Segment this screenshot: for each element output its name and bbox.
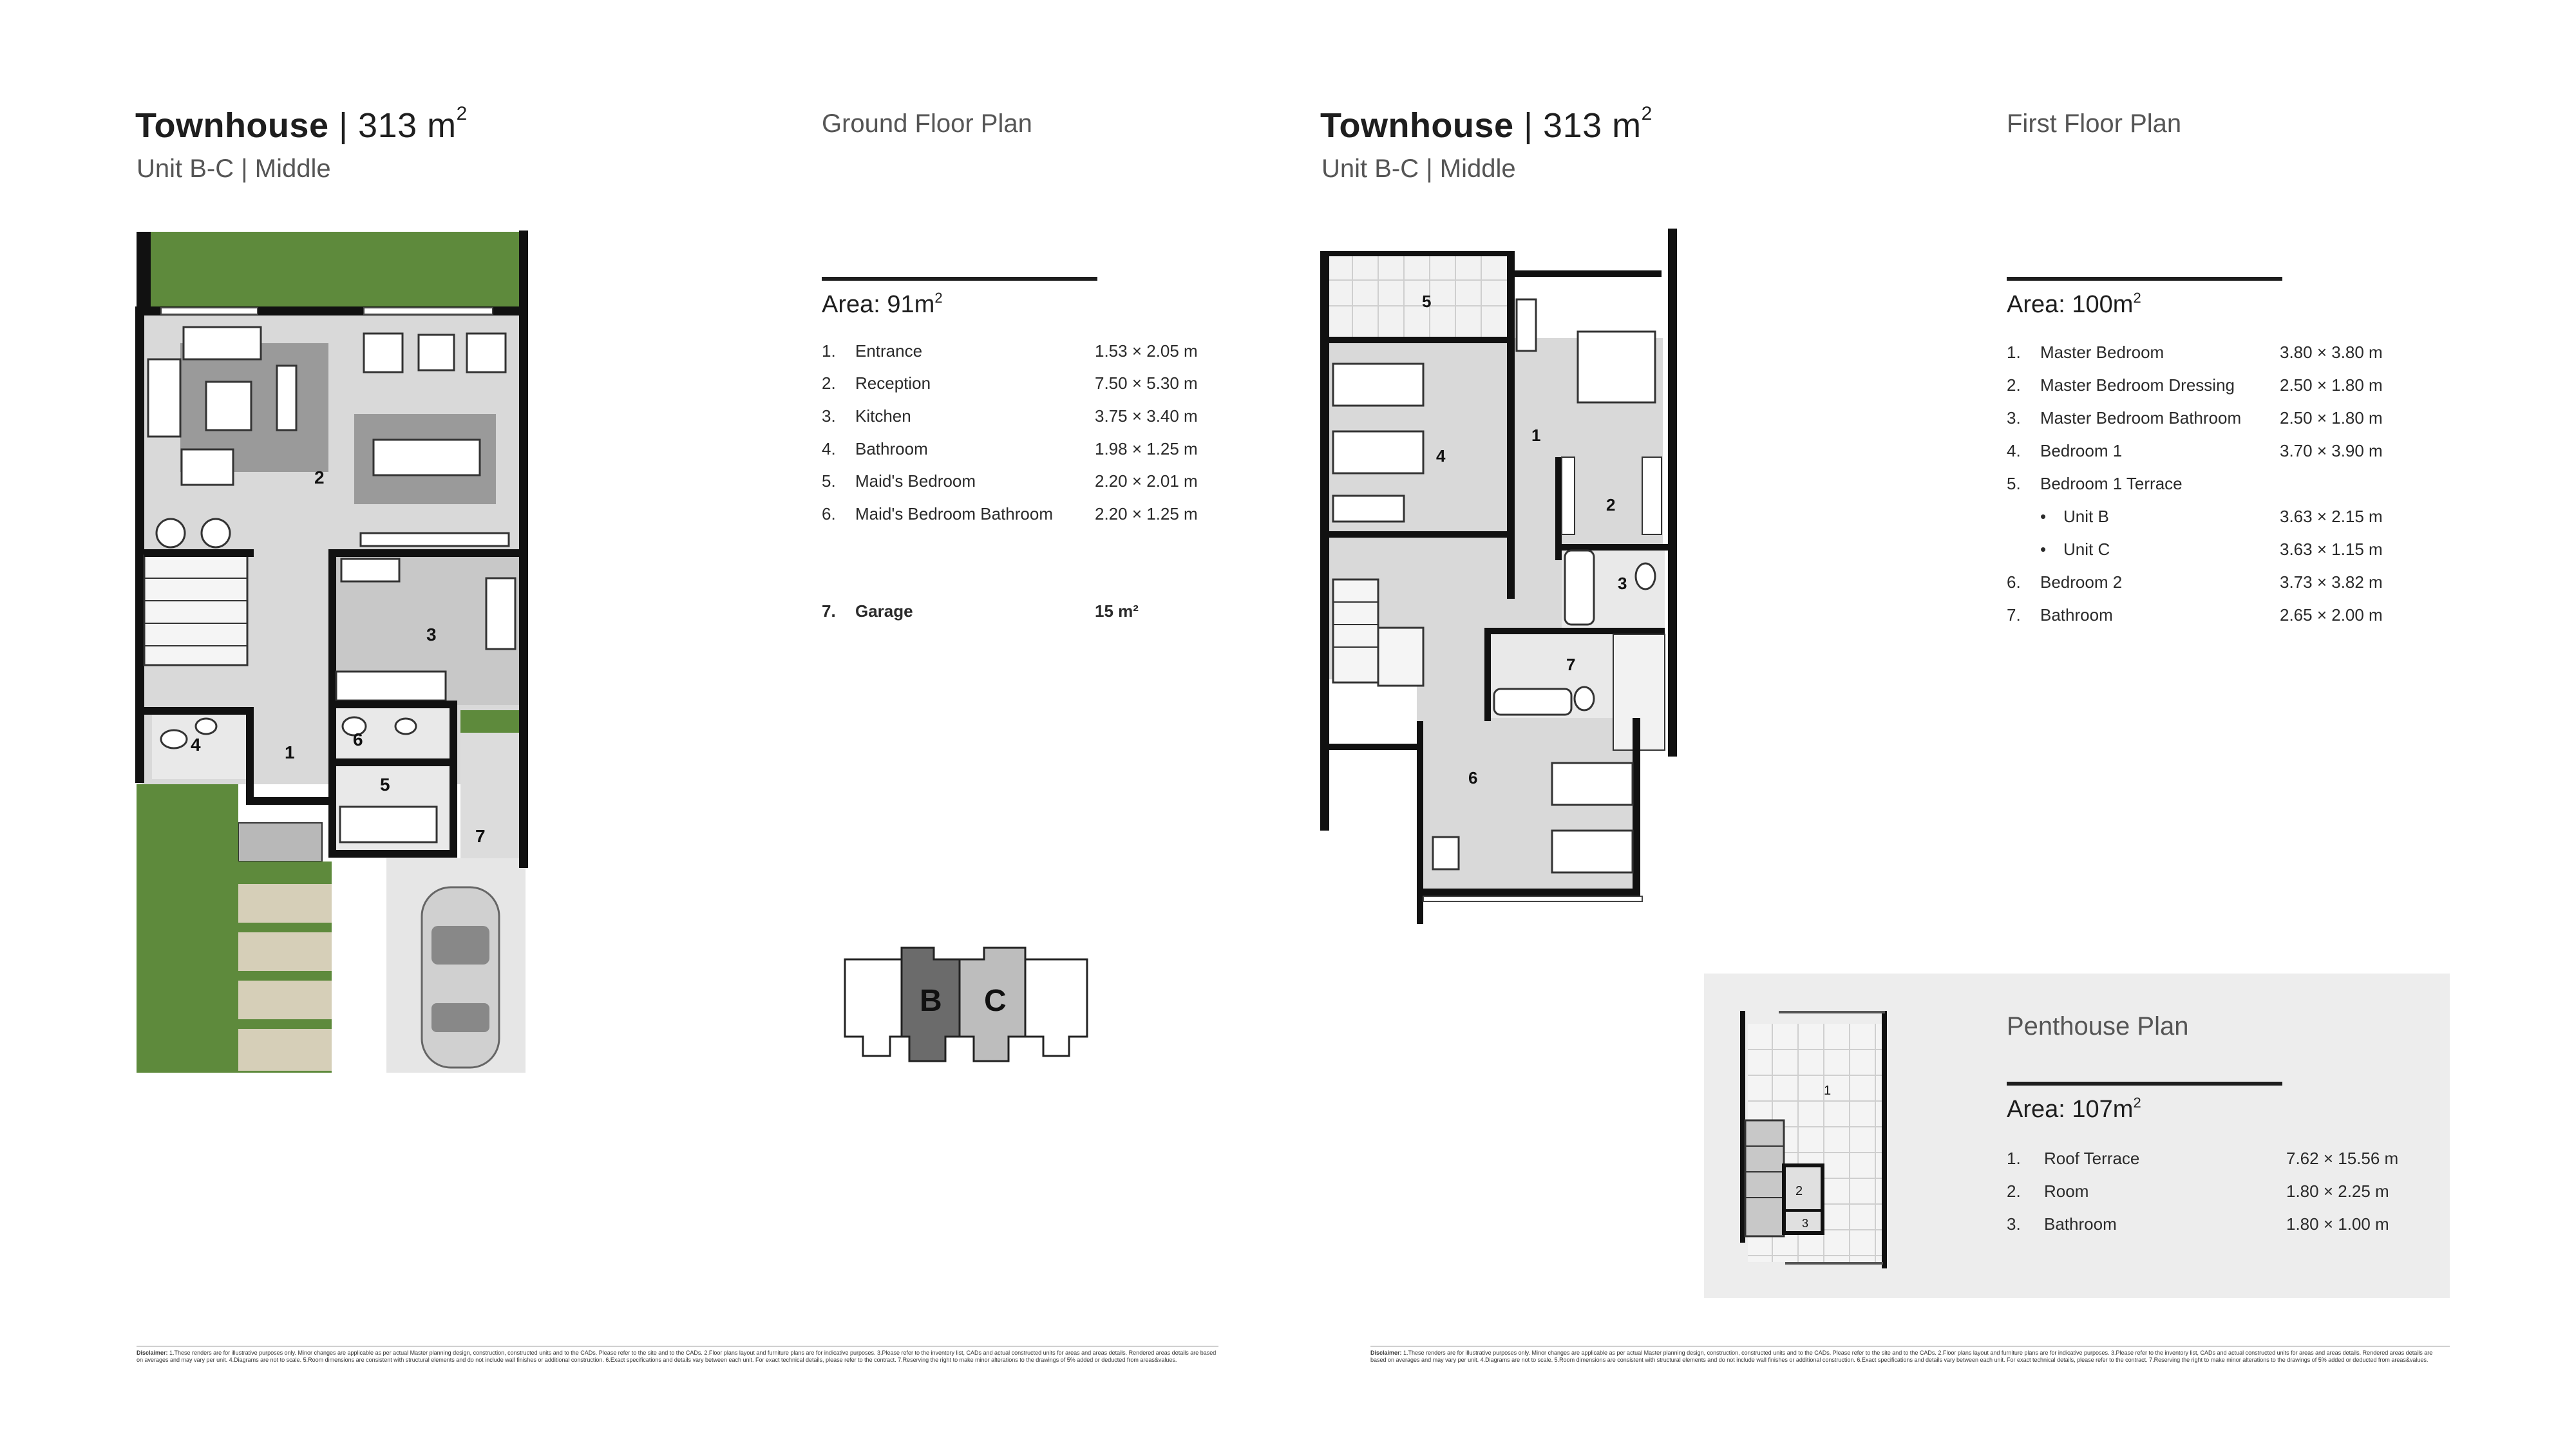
wall	[1328, 337, 1508, 343]
wardrobe	[1333, 496, 1404, 522]
room-number: 7.	[822, 601, 836, 621]
right-page-subtitle: Unit B-C | Middle	[1321, 155, 1516, 183]
stairs	[1378, 628, 1423, 686]
room-name: Kitchen	[855, 406, 911, 426]
room-dimensions: 1.98 × 1.25 m	[1095, 439, 1198, 458]
back-garden	[137, 232, 526, 314]
title-separator: |	[339, 106, 348, 145]
room-dimensions: 1.80 × 2.25 m	[2286, 1182, 2389, 1201]
room-number: 5.	[822, 471, 836, 491]
room-dimensions: 2.20 × 1.25 m	[1095, 504, 1198, 523]
list-item	[2007, 1149, 2432, 1172]
first-area-value: Area: 100m	[2007, 291, 2134, 318]
parapet	[1785, 1262, 1883, 1265]
bathtub	[1565, 551, 1594, 625]
plan-number: 5	[380, 775, 390, 795]
parapet	[1779, 1011, 1885, 1013]
title-text: Townhouse	[1320, 106, 1514, 145]
terrace-floor	[1328, 254, 1515, 338]
wall	[135, 306, 144, 783]
plan-number: 2	[1606, 495, 1616, 514]
stairs	[144, 556, 247, 665]
first-room-table	[2007, 343, 2419, 632]
room-number: 4.	[822, 439, 836, 458]
bed	[1552, 831, 1633, 872]
paver	[238, 884, 332, 923]
wall	[1484, 628, 1491, 721]
chair	[467, 334, 506, 372]
wall	[328, 701, 457, 708]
list-item	[822, 373, 1221, 397]
title-separator: |	[1524, 106, 1533, 145]
toilet	[161, 730, 187, 748]
plan-number: 7	[475, 826, 486, 846]
room-number: 6.	[822, 504, 836, 523]
wall	[519, 231, 528, 552]
bullet-icon: •	[2040, 507, 2047, 526]
room-name: Entrance	[855, 341, 923, 361]
wall	[246, 707, 254, 804]
list-item-garage	[822, 601, 1221, 625]
list-item	[2007, 572, 2419, 596]
wall	[1513, 270, 1662, 277]
car-rear-window	[431, 1003, 489, 1032]
room-name: Bathroom	[855, 439, 928, 458]
plan-number: 5	[1422, 292, 1432, 311]
first-floor-plan-drawing	[1320, 229, 1694, 924]
first-area-sup: 2	[2133, 290, 2141, 306]
unit-b-label: B	[920, 984, 942, 1018]
list-item	[2007, 375, 2419, 399]
penthouse-area-sup: 2	[2133, 1095, 2141, 1111]
sink	[196, 719, 216, 734]
penthouse-plan-svg	[1740, 998, 1895, 1281]
armchair	[182, 449, 233, 485]
room-name: Master Bedroom	[2040, 343, 2164, 362]
bathtub	[1494, 689, 1571, 715]
room-name: Room	[2044, 1182, 2089, 1201]
first-area-label	[2007, 291, 2141, 319]
wall	[1417, 721, 1423, 898]
room-name: Master Bedroom Dressing	[2040, 375, 2235, 395]
room-dimensions: 1.80 × 1.00 m	[2286, 1214, 2389, 1234]
chair	[364, 334, 402, 372]
room-dimensions: 2.65 × 2.00 m	[2280, 605, 2383, 625]
room-number: 2.	[2007, 1182, 2021, 1201]
wall	[1882, 1011, 1887, 1268]
disclaimer-text: 1.These renders are for illustrative purposes only. Minor changes are applicable as per actual Master planning design, construction, constructed units and to the CADs. Please refer to the site and to the CADs. 2.Floor plans layout and furniture plans are for indicative purposes. 3.Please refer to the inventory list, CADs and actual constructed units for areas and areas details. Rendered areas details are based on averages and may vary per unit. 4.Diagrams are not to scale. 5.Room dimensions are consistent with structural elements and do not include wall finishes or additional construction. 6.Exact specifications and details vary between each unit. For exact technical details, please refer to the contract. 7.Reserving the right to make minor alterations to the drawings of 5% added or deducted from areas&values.	[137, 1350, 1217, 1363]
disclaimer-text: 1.These renders are for illustrative purposes only. Minor changes are applicable as per actual Master planning design, construction, constructed units and to the CADs. Please refer to the site and to the CADs. 2.Floor plans layout and furniture plans are for indicative purposes. 3.Please refer to the inventory list, CADs and actual constructed units for areas and areas details. Rendered areas details are based on averages and may vary per unit. 4.Diagrams are not to scale. 5.Room dimensions are consistent with structural elements and do not include wall finishes or additional construction. 6.Exact specifications and details vary between each unit. For exact technical details, please refer to the contract. 7.Reserving the right to make minor alterations to the drawings of 5% added or deducted from areas&values.	[1370, 1350, 2433, 1363]
wall	[1320, 251, 1513, 256]
list-item-sub	[2007, 507, 2419, 530]
list-item	[2007, 1214, 2432, 1238]
left-page-title	[135, 103, 468, 146]
planter	[460, 710, 526, 733]
unit-key-plan-svg	[844, 946, 1088, 1075]
bed	[1578, 332, 1655, 402]
wall	[328, 549, 526, 557]
car	[422, 887, 499, 1068]
wall	[1320, 251, 1329, 831]
title-sup: 2	[456, 103, 468, 124]
room-name: Bedroom 1 Terrace	[2040, 474, 2183, 493]
plan-number: 1	[285, 742, 295, 762]
room-number: 2.	[2007, 375, 2021, 395]
room-name: Garage	[855, 601, 913, 621]
toilet	[1636, 563, 1655, 589]
wall	[137, 232, 151, 314]
wall	[144, 549, 254, 557]
wardrobe	[1562, 457, 1575, 534]
wall	[328, 549, 336, 710]
wall	[1784, 1209, 1823, 1212]
adjacent-unit	[1025, 959, 1087, 1056]
bed	[1333, 364, 1423, 406]
title-area: 313 m	[1543, 106, 1642, 145]
penthouse-area-rule	[2007, 1082, 2282, 1086]
stove-counter	[336, 672, 446, 701]
room-name: Reception	[855, 373, 931, 393]
bed	[340, 807, 437, 842]
paver	[238, 932, 332, 971]
plan-number: 6	[1468, 768, 1478, 787]
wall	[328, 701, 336, 855]
room-name: Unit B	[2063, 507, 2109, 526]
bed	[1333, 431, 1423, 473]
ground-room-table	[822, 341, 1221, 637]
plan-number: 1	[1824, 1084, 1832, 1098]
window	[1423, 896, 1642, 901]
plan-number: 3	[1618, 574, 1627, 593]
garage-paving	[460, 717, 526, 858]
first-area-rule	[2007, 277, 2282, 281]
room-name: Bedroom 1	[2040, 441, 2123, 460]
paver	[238, 1029, 332, 1071]
room-dimensions: 3.75 × 3.40 m	[1095, 406, 1198, 426]
plan-number: 3	[426, 625, 437, 645]
list-item	[2007, 474, 2419, 497]
room-dimensions: 1.53 × 2.05 m	[1095, 341, 1198, 361]
room-name: Master Bedroom Bathroom	[2040, 408, 2242, 428]
coffee-table	[206, 382, 251, 430]
window	[364, 308, 493, 314]
bullet-icon: •	[2040, 540, 2047, 559]
unit-key-plan	[844, 946, 1088, 1075]
plan-number: 2	[1795, 1184, 1803, 1198]
ground-floor-plan-label: Ground Floor Plan	[822, 109, 1032, 138]
room-number: 1.	[2007, 1149, 2021, 1168]
room-name: Maid's Bedroom Bathroom	[855, 504, 1053, 523]
penthouse-plan-label: Penthouse Plan	[2007, 1012, 2189, 1040]
wall	[246, 797, 336, 805]
chair	[202, 519, 230, 547]
list-item	[822, 504, 1221, 527]
front-garden	[137, 784, 238, 1073]
counter	[341, 559, 399, 581]
left-page-subtitle: Unit B-C | Middle	[137, 155, 331, 183]
room-number: 4.	[2007, 441, 2021, 460]
fridge	[486, 578, 515, 649]
disclaimer-title: Disclaimer:	[1370, 1350, 1402, 1356]
ground-floor-plan-svg	[135, 231, 528, 1074]
ground-area-label	[822, 291, 943, 319]
wall	[1633, 718, 1640, 898]
plan-number: 1	[1531, 426, 1541, 445]
penthouse-room-table	[2007, 1149, 2432, 1245]
list-item	[822, 439, 1221, 462]
desk	[1433, 837, 1459, 869]
room-number: 7.	[2007, 605, 2021, 625]
sofa	[148, 359, 180, 437]
list-item	[2007, 1182, 2432, 1205]
paver	[238, 981, 332, 1019]
disclaimer-title: Disclaimer:	[137, 1350, 168, 1356]
room-dimensions: 2.50 × 1.80 m	[2280, 408, 2383, 428]
room-number: 1.	[2007, 343, 2021, 362]
first-floor-plan-label: First Floor Plan	[2007, 109, 2182, 138]
penthouse-panel	[1704, 974, 2450, 1298]
right-disclaimer	[1370, 1346, 2450, 1364]
console	[277, 366, 296, 430]
room-name: Bathroom	[2044, 1214, 2117, 1234]
unit-c-label: C	[984, 984, 1007, 1018]
room-dimensions: 3.73 × 3.82 m	[2280, 572, 2383, 592]
wall	[1507, 251, 1515, 599]
left-disclaimer	[137, 1346, 1218, 1364]
dining-table	[374, 440, 480, 475]
wall	[1417, 889, 1636, 896]
room-name: Bathroom	[2040, 605, 2113, 625]
room-number: 3.	[2007, 1214, 2021, 1234]
first-floor-plan-svg	[1320, 229, 1694, 924]
list-item	[2007, 605, 2419, 628]
plan-number: 4	[191, 735, 201, 755]
stairs	[1333, 579, 1378, 683]
chair	[156, 519, 185, 547]
room-dimensions: 2.50 × 1.80 m	[2280, 375, 2383, 395]
room-dimensions: 15 m²	[1095, 601, 1139, 621]
toilet	[1575, 687, 1594, 710]
wall	[328, 850, 457, 858]
ground-area-value: Area: 91m	[822, 291, 935, 318]
room-dimensions: 7.50 × 5.30 m	[1095, 373, 1198, 393]
penthouse-plan-drawing	[1740, 998, 1895, 1281]
right-page-title	[1320, 103, 1653, 146]
list-item	[822, 406, 1221, 429]
title-area: 313 m	[358, 106, 457, 145]
list-item-sub	[2007, 540, 2419, 563]
room-dimensions: 2.20 × 2.01 m	[1095, 471, 1198, 491]
room-name: Bedroom 2	[2040, 572, 2123, 592]
room-number: 3.	[2007, 408, 2021, 428]
room-name: Unit C	[2063, 540, 2110, 559]
adjacent-unit	[845, 959, 902, 1056]
wardrobe	[1642, 457, 1662, 534]
sideboard	[361, 533, 509, 546]
room-name: Maid's Bedroom	[855, 471, 976, 491]
room-number: 1.	[822, 341, 836, 361]
plan-number: 2	[314, 467, 325, 487]
ground-area-sup: 2	[934, 290, 943, 306]
room-number: 3.	[822, 406, 836, 426]
plan-number: 7	[1566, 655, 1576, 674]
list-item	[822, 471, 1221, 494]
room-dimensions: 7.62 × 15.56 m	[2286, 1149, 2399, 1168]
plan-number: 3	[1802, 1217, 1809, 1230]
stairs	[1745, 1120, 1784, 1236]
chair	[419, 335, 454, 370]
room-dimensions: 3.80 × 3.80 m	[2280, 343, 2383, 362]
room-name: Roof Terrace	[2044, 1149, 2140, 1168]
wall	[1668, 229, 1677, 757]
wall	[1484, 628, 1665, 634]
penthouse-area-label	[2007, 1096, 2141, 1124]
plan-number: 4	[1436, 446, 1446, 466]
ground-floor-plan-drawing	[135, 231, 528, 1074]
penthouse-area-value: Area: 107m	[2007, 1096, 2134, 1123]
title-text: Townhouse	[135, 106, 329, 145]
room-dimensions: 3.63 × 1.15 m	[2280, 540, 2383, 559]
wall	[144, 707, 254, 715]
entrance-step	[238, 823, 322, 862]
room-number: 5.	[2007, 474, 2021, 493]
room-dimensions: 3.63 × 2.15 m	[2280, 507, 2383, 526]
sink	[395, 719, 416, 734]
ground-area-rule	[822, 277, 1097, 281]
list-item	[2007, 343, 2419, 366]
title-sup: 2	[1641, 103, 1653, 124]
wall	[519, 552, 528, 868]
list-item	[2007, 441, 2419, 464]
room-dimensions: 3.70 × 3.90 m	[2280, 441, 2383, 460]
wall	[450, 708, 457, 856]
plan-number: 6	[353, 730, 363, 749]
bed	[1552, 763, 1633, 805]
list-item	[822, 341, 1221, 364]
wall	[328, 758, 457, 766]
room-number: 2.	[822, 373, 836, 393]
sofa	[184, 327, 261, 359]
list-item	[2007, 408, 2419, 431]
wall	[1328, 744, 1421, 750]
room-number: 6.	[2007, 572, 2021, 592]
wall	[1328, 531, 1508, 538]
window	[161, 308, 258, 314]
car-windshield	[431, 926, 489, 965]
desk	[1517, 299, 1536, 351]
